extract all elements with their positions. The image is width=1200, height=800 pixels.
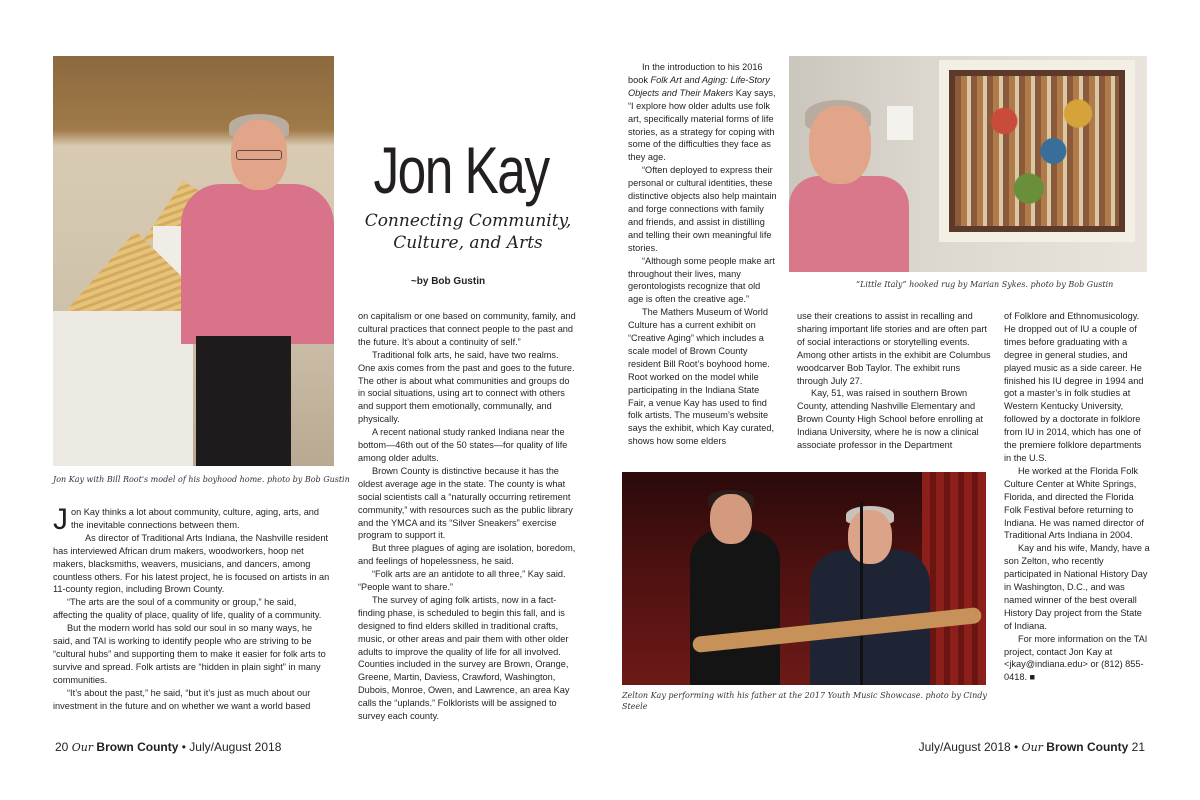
paragraph: The survey of aging folk artists, now in a fact-finding phase, is scheduled to begin this fall, and is designed to find elders skilled in traditional crafts, music, or other areas and pair them with other older adults to improve the quality of life for all involved. Counties included in the survey are Brown, Orange, Greene, Martin, Daviess, Crawford, Washington, Dubois, Monroe, Owen, and Lawrence, an area Kay calls the “uplands.” Folklorists will be assigned to survey each county.: [358, 594, 570, 722]
paragraph: As director of Traditional Arts Indiana, the Nashville resident has interviewed African drum makers, woodworkers, hoop net makers, blacksmiths, weavers, musicians, and dancers, among countless others. For his latest project, he is focused on artists in an 11-county region, including Brown County.: [53, 532, 330, 595]
article-column-5: [1004, 310, 1150, 730]
paragraph: Jon Kay thinks a lot about community, culture, aging, arts, and the inevitable connections between them.: [53, 506, 320, 536]
paragraph: “The arts are the soul of a community or group,” he said, affecting the quality of place, quality of life, quality of a community.: [53, 597, 322, 621]
page-number-left: 20: [55, 740, 69, 754]
magazine-our: Our: [71, 741, 94, 754]
photo3-caption: Zelton Kay performing with his father at the 2017 Youth Music Showcase. photo by Cindy Steele: [622, 691, 987, 711]
page-number-right: 21: [1131, 740, 1145, 754]
paragraph: A recent national study ranked Indiana near the bottom—46th out of the 50 states—for quality of life among older adults.: [358, 427, 568, 463]
drop-cap: J: [53, 506, 68, 536]
page-title: Jon Kay: [373, 133, 549, 207]
paragraph: But the modern world has sold our soul in so many ways, he said, and TAI is working to identify people who are striving to be “cultural hubs” and supporting them to make it easier for folk arts to survive and spread. Folk artists are “hidden in plain sight” in many communities.: [53, 623, 326, 685]
paragraph: For more information on the TAI project, contact Jon Kay at <jkay@indiana.edu> or (812) 855-0418. ■: [1004, 633, 1148, 683]
footer-right: [919, 740, 1145, 754]
paragraph: Kay and his wife, Mandy, have a son Zelton, who recently participated in National History Day in Washington, D.C., and was named winner of the best overall History Day project from the State of Indiana.: [1004, 543, 1150, 631]
paragraph: Brown County is distinctive because it has the oldest average age in the state. The county is what social scientists call a “naturally occurring retirement community,” with resources such as the public library and the YMCA and its “Silver Sneakers” exercise program to support it.: [358, 465, 573, 541]
paragraph: “Often deployed to express their personal or cultural identities, these distinctive objects also help maintain and forge connections with family and friends, and assist in distilling and telling their own meaningful life stories.: [628, 165, 777, 253]
article-column-2: [358, 310, 576, 730]
photo-jon-kay-with-model: [53, 56, 334, 466]
paragraph: In the introduction to his 2016 book Folk Art and Aging: Life-Story Objects and Their Makers Kay says, “I explore how older adults use folk art, specifically material forms of life stories, as a strategy for coping with some of the difficulties they face as they age.: [628, 62, 776, 163]
article-column-1: [53, 506, 331, 728]
paragraph: The Mathers Museum of World Culture has a current exhibit on “Creative Aging” which includes a scale model of Brown County resident Bill Root’s boyhood home. Root worked on the model while participating in the Indiana State Fair, a venue Kay has used to find folk artists. The museum’s website says the exhibit, which Kay curated, shows how some elders: [628, 307, 775, 447]
article-column-4: [797, 310, 993, 455]
paragraph: “Although some people make art throughout their lives, many gerontologists recognize that old age is often the creative age.”: [628, 255, 775, 305]
issue-date: • July/August 2018: [181, 740, 282, 754]
footer-left: [55, 740, 281, 754]
article-column-3: [628, 61, 778, 453]
paragraph: use their creations to assist in recalling and sharing important life stories and are often part of social interactions or storytelling events. Among other artists in the exhibit are Columbus woodcarver Bob Taylor. The exhibit runs through July 27.: [797, 311, 991, 386]
book-title: Folk Art and Aging: Life-Story Objects and Their Makers: [628, 74, 770, 98]
photo1-caption: Jon Kay with Bill Root's model of his boyhood home. photo by Bob Gustin: [53, 475, 350, 484]
page-subtitle: [338, 210, 598, 254]
subtitle-line-1: Connecting Community,: [364, 211, 572, 231]
paragraph: Traditional folk arts, he said, have two realms. One axis comes from the past and goes to the future. The other is about what communities and groups do in social situations, using art to connect with others and support them emotionally, communally, and physically.: [358, 349, 575, 425]
photo-zelton-kay-performing: [622, 472, 986, 685]
paragraph: of Folklore and Ethnomusicology. He dropped out of IU a couple of times before graduating with a degree in general studies, and played music as a side career. He finished his IU degree in 1994 and got a master’s in folk studies at Western Kentucky University, followed by a doctorate in folklore from IU in 2014, which has one of the premiere folklore departments in the U.S.: [1004, 311, 1144, 463]
paragraph: “Folk arts are an antidote to all three,” Kay said. “People want to share.”: [358, 569, 566, 593]
paragraph: Kay, 51, was raised in southern Brown County, attending Nashville Elementary and Brown County High School before enrolling at Indiana University, where he is now a clinical associate professor in the Department: [797, 388, 983, 451]
magazine-name: Brown County: [1046, 740, 1129, 754]
magazine-our: Our: [1021, 741, 1043, 754]
subtitle-line-2: Culture, and Arts: [393, 233, 543, 253]
issue-date: July/August 2018 •: [918, 740, 1019, 754]
byline: ~by Bob Gustin: [410, 276, 486, 287]
paragraph: on capitalism or one based on community, family, and cultural practices that connect people to the past and the future. It’s about a continuity of self.”: [358, 311, 576, 347]
paragraph: But three plagues of aging are isolation, boredom, and feelings of hopelessness, he said.: [358, 543, 576, 567]
photo2-caption: “Little Italy” hooked rug by Marian Sykes. photo by Bob Gustin: [856, 280, 1114, 289]
magazine-name: Brown County: [96, 740, 179, 754]
paragraph: He worked at the Florida Folk Culture Center at White Springs, Florida, and directed the Florida Folk Festival before returning to Indiana. He was named director of Traditional Arts Indiana in 2004.: [1004, 465, 1144, 541]
paragraph: “It’s about the past,” he said, “but it’s just as much about our investment in the future and on whether we want a world based: [53, 687, 311, 711]
photo-little-italy-rug: [789, 56, 1147, 272]
